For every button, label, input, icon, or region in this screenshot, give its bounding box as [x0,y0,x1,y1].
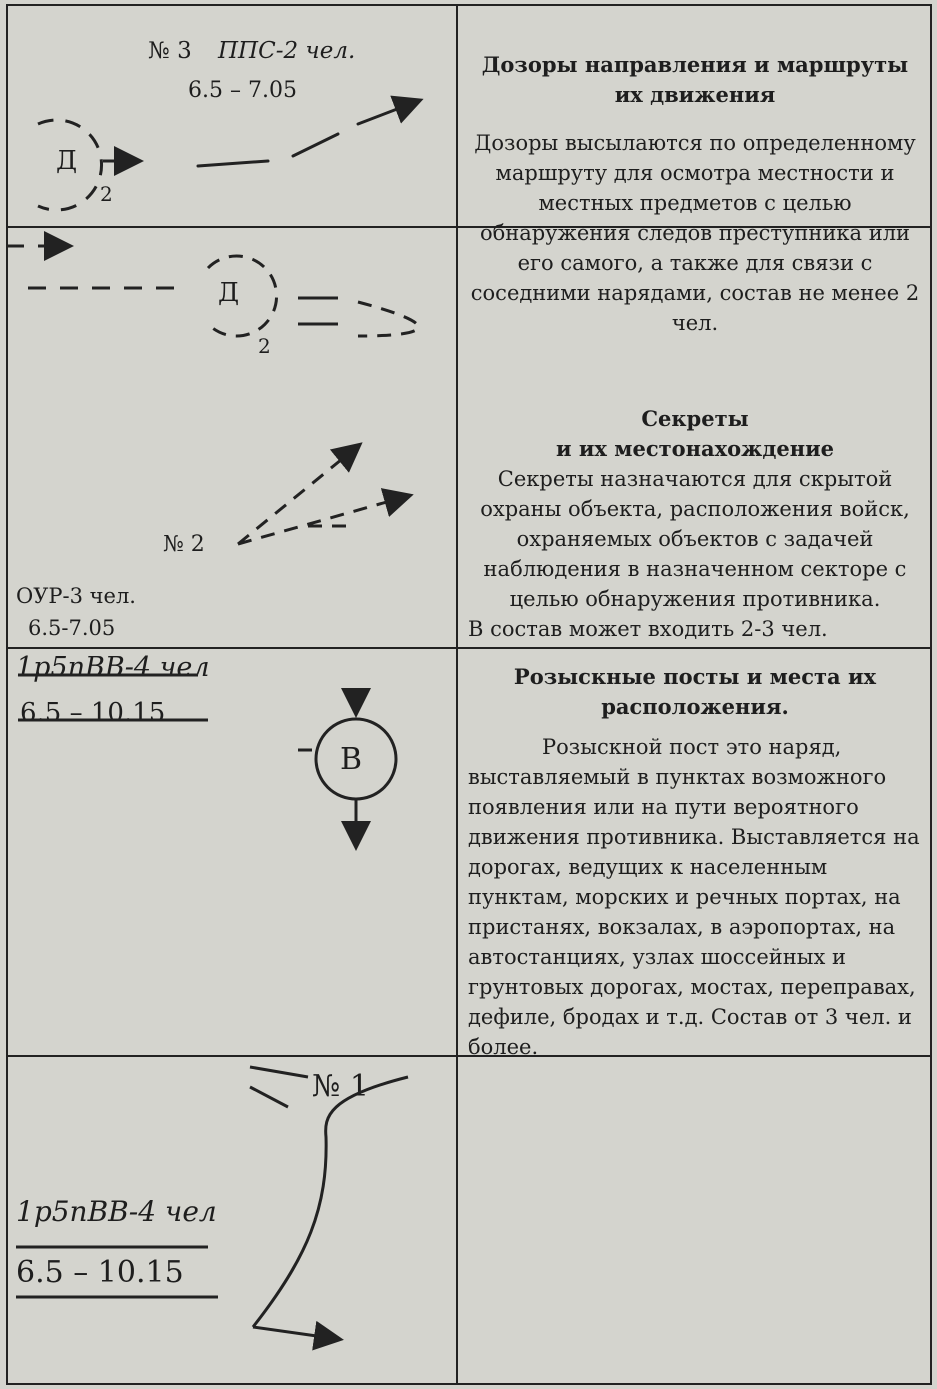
search-post-sketch [8,650,454,1055]
patrol-diagram [8,6,454,358]
secret-description [460,404,930,644]
patrol-route-sketch [8,6,454,386]
patrol-number: 2 [100,182,113,206]
search-post-description [460,662,930,1062]
section-text: Дозоры высылаются по определенному маршруту для осмотра местности и местных предметов с целью обнаружения следов преступника или его самого, а также для связи с соседними нарядами, состав не менее 2 чел. [470,131,920,335]
unit-label: 1р5пВВ-4 чел [16,1195,217,1228]
route-diagram [8,1057,454,1387]
column-divider [456,6,458,1383]
tactics-table [6,4,932,1385]
patrol-letter: Д [56,146,78,176]
diagram-number: № 2 [163,532,205,557]
patrol-circle [38,120,102,210]
route-sketch [8,1057,454,1387]
section-text: Секреты назначаются для скрытой охраны объекта, расположения войск, охраняемых объектов с задачей наблюдения в назначенном секторе с целью обнаружения противника. [480,467,910,611]
section-text-2: В состав может входить 2-3 чел. [468,617,828,641]
diagram-number: № 1 [312,1069,370,1104]
secret-sector-sketch [8,426,454,650]
section-title: Розыскные посты и места их расположения. [513,664,877,719]
circle-letter: В [340,742,363,777]
search-post-diagram [8,650,454,1055]
time-label: 6.5-7.05 [28,616,116,640]
unit-label: ОУР-3 чел. [16,584,136,608]
section-subtitle: и их местонахождение [555,436,835,461]
secret-diagram [8,426,454,650]
unit-label: ППС-2 чел. [218,38,356,64]
post-circle [316,719,396,799]
patrol-number: 2 [258,334,271,358]
patrol-description [460,50,930,338]
diagram-number: № 3 [148,38,192,64]
section-title: Секреты [641,406,749,431]
time-label: 6.5 – 10.15 [20,698,166,728]
time-label: 6.5 – 10.15 [16,1255,184,1290]
section-title: Дозоры направления и маршруты их движения [481,52,909,107]
section-text: Розыскной пост это наряд, выставляемый в пунктах возможного появления или на пути вероятного движения противника. Выставляется на дорогах, ведущих к населенным пунктам, морских и речных портах, на пристанях, вокзалах, в аэропортах, на автостанциях, узлах шоссейных и грунтовых дорогах, мостах, переправах, дефиле, бродах и т.д. Состав от 3 чел. и более. [468,735,920,1059]
unit-label: 1р5пВВ-4 чел [16,652,210,683]
patrol-letter: Д [218,278,240,308]
time-label: 6.5 – 7.05 [188,78,297,103]
